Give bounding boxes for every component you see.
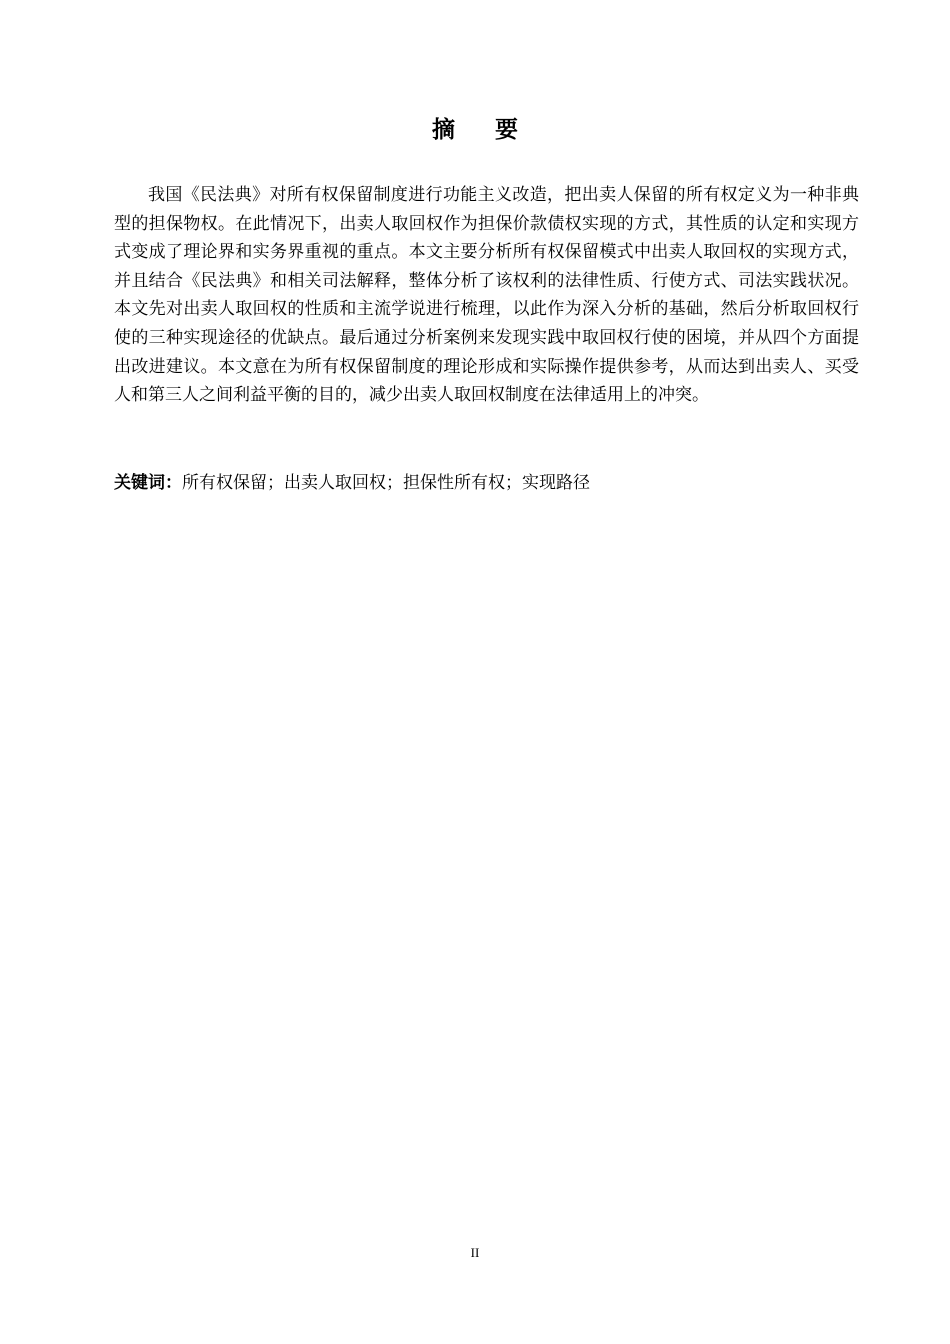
keywords-line xyxy=(114,469,859,498)
page-number: II xyxy=(470,1245,480,1260)
keywords-label: 关键词： xyxy=(114,473,182,493)
abstract-title: 摘要 xyxy=(432,117,558,143)
keywords-value: 所有权保留；出卖人取回权；担保性所有权；实现路径 xyxy=(182,473,590,493)
abstract-body: 我国《民法典》对所有权保留制度进行功能主义改造，把出卖人保留的所有权定义为一种非典型的担保物权。在此情况下，出卖人取回权作为担保价款债权实现的方式，其性质的认定和实现方式变成了理论界和实务界重视的重点。本文主要分析所有权保留模式中出卖人取回权的实现方式，并且结合《民法典》和相关司法解释，整体分析了该权利的法律性质、行使方式、司法实践状况。本文先对出卖人取回权的性质和主流学说进行梳理，以此作为深入分析的基础，然后分析取回权行使的三种实现途径的优缺点。最后通过分析案例来发现实践中取回权行使的困境，并从四个方面提出改进建议。本文意在为所有权保留制度的理论形成和实际操作提供参考，从而达到出卖人、买受人和第三人之间利益平衡的目的，减少出卖人取回权制度在法律适用上的冲突。 xyxy=(114,185,859,406)
